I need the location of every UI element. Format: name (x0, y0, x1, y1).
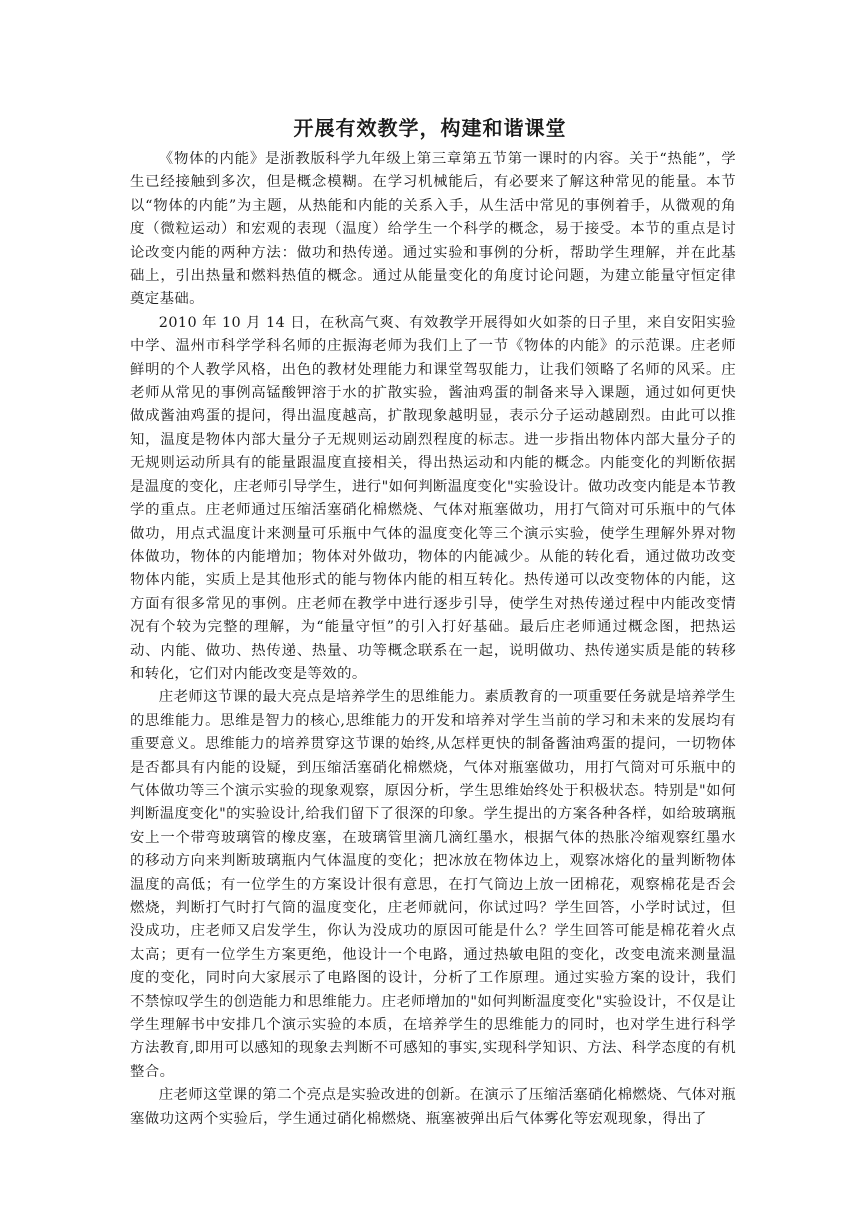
document-body (130, 148, 736, 1131)
paragraph-experiment-innovation: 庄老师这堂课的第二个亮点是实验改进的创新。在演示了压缩活塞硝化棉燃烧、气体对瓶塞做功这两个实验后，学生通过硝化棉燃烧、瓶塞被弹出后气体雾化等宏观现象，得出了 (130, 1087, 736, 1127)
paragraph-lesson-overview: 2010 年 10 月 14 日，在秋高气爽、有效教学开展得如火如荼的日子里，来自安阳实验中学、温州市科学学科名师的庄振海老师为我们上了一节《物体的内能》的示范课。庄老师鲜明的个人教学风格，出色的教材处理能力和课堂驾驭能力，让我们领略了名师的风采。庄老师从常见的事例高锰酸钾溶于水的扩散实验，酱油鸡蛋的制备来导入课题，通过如何更快做成酱油鸡蛋的提问，得出温度越高，扩散现象越明显，表示分子运动越剧烈。由此可以推知，温度是物体内部大量分子无规则运动剧烈程度的标志。进一步指出物体内部大量分子的无规则运动所具有的能量跟温度直接相关，得出热运动和内能的概念。内能变化的判断依据是温度的变化，庄老师引导学生，进行"如何判断温度变化"实验设计。做功改变内能是本节教学的重点。庄老师通过压缩活塞硝化棉燃烧、气体对瓶塞做功，用打气筒对可乐瓶中的气体做功，用点式温度计来测量可乐瓶中气体的温度变化等三个演示实验，使学生理解外界对物体做功，物体的内能增加；物体对外做功，物体的内能减少。从能的转化看，通过做功改变物体内能，实质上是其他形式的能与物体内能的相互转化。热传递可以改变物体的内能，这方面有很多常见的事例。庄老师在教学中进行逐步引导，使学生对热传递过程中内能改变情况有个较为完整的理解，为“能量守恒”的引入打好基础。最后庄老师通过概念图，把热运动、内能、做功、热传递、热量、功等概念联系在一起，说明做功、热传递实质是能的转移和转化，它们对内能改变是等效的。 (130, 314, 736, 682)
paragraph-intro: 《物体的内能》是浙教版科学九年级上第三章第五节第一课时的内容。关于“热能”，学生已经接触到多次，但是概念模糊。在学习机械能后，有必要来了解这种常见的能量。本节以“物体的内能”为主题，从热能和内能的关系入手，从生活中常见的事例着手，从微观的角度（微粒运动）和宏观的表现（温度）给学生一个科学的概念，易于接受。本节的重点是讨论改变内能的两种方法：做功和热传递。通过实验和事例的分析，帮助学生理解，并在此基础上，引出热量和燃料热值的概念。通过从能量变化的角度讨论问题，为建立能量守恒定律奠定基础。 (130, 151, 736, 308)
paragraph-thinking-ability: 庄老师这节课的最大亮点是培养学生的思维能力。素质教育的一项重要任务就是培养学生的思维能力。思维是智力的核心,思维能力的开发和培养对学生当前的学习和未来的发展均有重要意义。思维能力的培养贯穿这节课的始终,从怎样更快的制备酱油鸡蛋的提问，一切物体是否都具有内能的设疑，到压缩活塞硝化棉燃烧，气体对瓶塞做功，用打气筒对可乐瓶中的气体做功等三个演示实验的现象观察，原因分析，学生思维始终处于积极状态。特别是"如何判断温度变化"的实验设计,给我们留下了很深的印象。学生提出的方案各种各样，如给玻璃瓶安上一个带弯玻璃管的橡皮塞，在玻璃管里滴几滴红墨水，根据气体的热胀冷缩观察红墨水的移动方向来判断玻璃瓶内气体温度的变化；把冰放在物体边上，观察冰熔化的量判断物体温度的高低；有一位学生的方案设计很有意思，在打气筒边上放一团棉花，观察棉花是否会燃烧，判断打气时打气筒的温度变化，庄老师就问，你试过吗？学生回答，小学时试过，但没成功，庄老师又启发学生，你认为没成功的原因可能是什么？学生回答可能是棉花着火点太高；更有一位学生方案更绝，他设计一个电路，通过热敏电阻的变化，改变电流来测量温度的变化，同时向大家展示了电路图的设计，分析了工作原理。通过实验方案的设计，我们不禁惊叹学生的创造能力和思维能力。庄老师增加的"如何判断温度变化"实验设计，不仅是让学生理解书中安排几个演示实验的本质，在培养学生的思维能力的同时，也对学生进行科学方法教育,即用可以感知的现象去判断不可感知的事实,实现科学知识、方法、科学态度的有机整合。 (130, 689, 736, 1080)
document-title: 开展有效教学，构建和谐课堂 (293, 116, 567, 140)
